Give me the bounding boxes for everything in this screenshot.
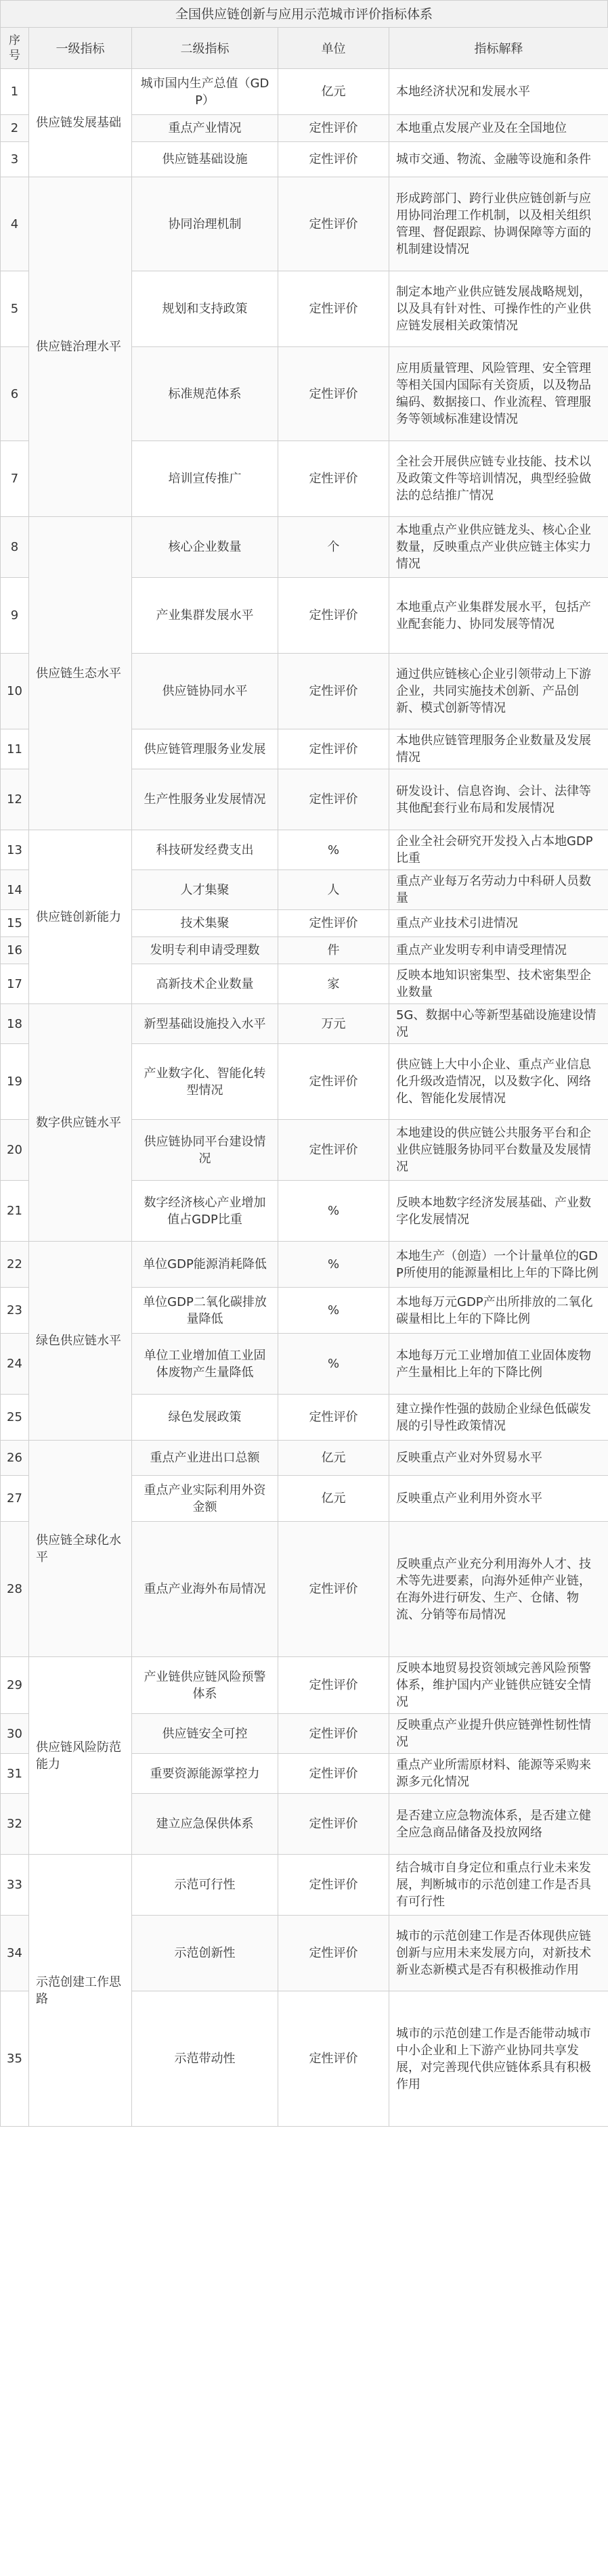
indicator-cell: 供应链协同平台建设情况 [132, 1120, 278, 1181]
description-cell: 本地每万元工业增加值工业固体废物产生量相比上年的下降比例 [389, 1334, 608, 1395]
row-number: 2 [1, 115, 29, 142]
row-number: 19 [1, 1044, 29, 1120]
unit-cell: 定性评价 [278, 1120, 389, 1181]
description-cell: 重点产业所需原材料、能源等采购来源多元化情况 [389, 1754, 608, 1794]
row-number: 20 [1, 1120, 29, 1181]
indicator-cell: 供应链管理服务业发展 [132, 729, 278, 769]
unit-cell: % [278, 1288, 389, 1334]
indicator-cell: 单位GDP能源消耗降低 [132, 1242, 278, 1288]
unit-cell: 定性评价 [278, 1657, 389, 1714]
description-cell: 反映本地数字经济发展基础、产业数字化发展情况 [389, 1181, 608, 1242]
row-number: 35 [1, 1991, 29, 2127]
unit-cell: 定性评价 [278, 769, 389, 830]
unit-cell: 定性评价 [278, 1794, 389, 1855]
unit-cell: 定性评价 [278, 1754, 389, 1794]
description-cell: 反映本地贸易投资领域完善风险预警体系，维护国内产业链供应链安全情况 [389, 1657, 608, 1714]
table-row [1, 1004, 608, 1044]
table-row [1, 1242, 608, 1288]
description-cell: 城市的示范创建工作是否体现供应链创新与应用未来发展方向，对新技术新业态新模式是否有积极推动作用 [389, 1916, 608, 1991]
unit-cell: 家 [278, 964, 389, 1004]
unit-cell: 定性评价 [278, 910, 389, 937]
description-cell: 本地重点产业供应链龙头、核心企业数量，反映重点产业供应链主体实力情况 [389, 517, 608, 578]
indicator-cell: 建立应急保供体系 [132, 1794, 278, 1855]
description-cell: 本地重点发展产业及在全国地位 [389, 115, 608, 142]
description-cell: 本地经济状况和发展水平 [389, 69, 608, 115]
description-cell: 反映重点产业充分利用海外人才、技术等先进要素，向海外延伸产业链，在海外进行研发、生产、仓储、物流、分销等布局情况 [389, 1522, 608, 1657]
row-number: 31 [1, 1754, 29, 1794]
description-cell: 本地建设的供应链公共服务平台和企业供应链服务协同平台数量及发展情况 [389, 1120, 608, 1181]
description-cell: 反映本地知识密集型、技术密集型企业数量 [389, 964, 608, 1004]
category-cell: 绿色供应链水平 [29, 1242, 132, 1441]
category-cell: 供应链风险防范能力 [29, 1657, 132, 1855]
unit-cell: 定性评价 [278, 1714, 389, 1754]
description-cell: 供应链上大中小企业、重点产业信息化升级改造情况，以及数字化、网络化、智能化发展情况 [389, 1044, 608, 1120]
row-number: 22 [1, 1242, 29, 1288]
row-number: 30 [1, 1714, 29, 1754]
indicator-cell: 标准规范体系 [132, 347, 278, 441]
description-cell: 反映重点产业提升供应链弹性韧性情况 [389, 1714, 608, 1754]
row-number: 5 [1, 271, 29, 347]
table-row [1, 1855, 608, 1916]
indicator-cell: 单位工业增加值工业固体废物产生量降低 [132, 1334, 278, 1395]
indicator-cell: 产业数字化、智能化转型情况 [132, 1044, 278, 1120]
description-cell: 形成跨部门、跨行业供应链创新与应用协同治理工作机制，以及相关组织管理、督促跟踪、协调保障等方面的机制建设情况 [389, 177, 608, 271]
description-cell: 结合城市自身定位和重点行业未来发展，判断城市的示范创建工作是否具有可行性 [389, 1855, 608, 1916]
row-number: 21 [1, 1181, 29, 1242]
description-cell: 全社会开展供应链专业技能、技术以及政策文件等培训情况，典型经验做法的总结推广情况 [389, 441, 608, 517]
row-number: 27 [1, 1476, 29, 1522]
description-cell: 企业全社会研究开发投入占本地GDP比重 [389, 830, 608, 870]
indicator-cell: 生产性服务业发展情况 [132, 769, 278, 830]
row-number: 8 [1, 517, 29, 578]
row-number: 3 [1, 142, 29, 177]
unit-cell: % [278, 1242, 389, 1288]
unit-cell: 定性评价 [278, 347, 389, 441]
unit-cell: 亿元 [278, 69, 389, 115]
table-row [1, 69, 608, 115]
row-number: 18 [1, 1004, 29, 1044]
indicator-table [0, 27, 608, 2127]
description-cell: 研发设计、信息咨询、会计、法律等其他配套行业布局和发展情况 [389, 769, 608, 830]
row-number: 13 [1, 830, 29, 870]
row-number: 4 [1, 177, 29, 271]
indicator-cell: 产业集群发展水平 [132, 578, 278, 654]
indicator-cell: 城市国内生产总值（GDP） [132, 69, 278, 115]
description-cell: 本地生产（创造）一个计量单位的GDP所使用的能源量相比上年的下降比例 [389, 1242, 608, 1288]
description-cell: 是否建立应急物流体系，是否建立健全应急商品储备及投放网络 [389, 1794, 608, 1855]
table-title: 全国供应链创新与应用示范城市评价指标体系 [0, 0, 608, 27]
indicator-cell: 重点产业进出口总额 [132, 1441, 278, 1476]
unit-cell: 定性评价 [278, 654, 389, 729]
row-number: 12 [1, 769, 29, 830]
indicator-cell: 技术集聚 [132, 910, 278, 937]
indicator-cell: 示范带动性 [132, 1991, 278, 2127]
unit-cell: 定性评价 [278, 1991, 389, 2127]
indicator-cell: 重点产业实际利用外资金额 [132, 1476, 278, 1522]
row-number: 10 [1, 654, 29, 729]
description-cell: 5G、数据中心等新型基础设施建设情况 [389, 1004, 608, 1044]
row-number: 14 [1, 870, 29, 910]
indicator-cell: 科技研发经费支出 [132, 830, 278, 870]
row-number: 28 [1, 1522, 29, 1657]
description-cell: 本地重点产业集群发展水平，包括产业配套能力、协同发展等情况 [389, 578, 608, 654]
row-number: 15 [1, 910, 29, 937]
unit-cell: 个 [278, 517, 389, 578]
description-cell: 建立操作性强的鼓励企业绿色低碳发展的引导性政策情况 [389, 1395, 608, 1441]
unit-cell: 定性评价 [278, 1916, 389, 1991]
row-number: 7 [1, 441, 29, 517]
header-level1: 一级指标 [29, 28, 132, 69]
indicator-cell: 产业链供应链风险预警体系 [132, 1657, 278, 1714]
unit-cell: 定性评价 [278, 115, 389, 142]
unit-cell: 定性评价 [278, 142, 389, 177]
table-row [1, 517, 608, 578]
row-number: 11 [1, 729, 29, 769]
row-number: 23 [1, 1288, 29, 1334]
indicator-cell: 发明专利申请受理数 [132, 937, 278, 964]
unit-cell: 定性评价 [278, 1855, 389, 1916]
description-cell: 反映重点产业利用外资水平 [389, 1476, 608, 1522]
indicator-cell: 供应链协同水平 [132, 654, 278, 729]
unit-cell: % [278, 1334, 389, 1395]
indicator-cell: 示范可行性 [132, 1855, 278, 1916]
unit-cell: % [278, 1181, 389, 1242]
indicator-cell: 重点产业情况 [132, 115, 278, 142]
category-cell: 供应链生态水平 [29, 517, 132, 830]
description-cell: 重点产业发明专利申请受理情况 [389, 937, 608, 964]
unit-cell: 定性评价 [278, 441, 389, 517]
table-row [1, 177, 608, 271]
description-cell: 重点产业每万名劳动力中科研人员数量 [389, 870, 608, 910]
description-cell: 应用质量管理、风险管理、安全管理等相关国内国际有关资质，以及物品编码、数据接口、作业流程、管理服务等领域标准建设情况 [389, 347, 608, 441]
indicator-cell: 高新技术企业数量 [132, 964, 278, 1004]
unit-cell: 定性评价 [278, 1395, 389, 1441]
indicator-cell: 供应链基础设施 [132, 142, 278, 177]
indicator-cell: 培训宣传推广 [132, 441, 278, 517]
row-number: 29 [1, 1657, 29, 1714]
description-cell: 重点产业技术引进情况 [389, 910, 608, 937]
description-cell: 反映重点产业对外贸易水平 [389, 1441, 608, 1476]
unit-cell: 件 [278, 937, 389, 964]
row-number: 25 [1, 1395, 29, 1441]
row-number: 26 [1, 1441, 29, 1476]
unit-cell: 人 [278, 870, 389, 910]
row-number: 24 [1, 1334, 29, 1395]
row-number: 1 [1, 69, 29, 115]
indicator-cell: 单位GDP二氧化碳排放量降低 [132, 1288, 278, 1334]
table-row [1, 830, 608, 870]
row-number: 16 [1, 937, 29, 964]
row-number: 32 [1, 1794, 29, 1855]
unit-cell: 亿元 [278, 1476, 389, 1522]
unit-cell: 万元 [278, 1004, 389, 1044]
row-number: 6 [1, 347, 29, 441]
indicator-cell: 人才集聚 [132, 870, 278, 910]
description-cell: 城市交通、物流、金融等设施和条件 [389, 142, 608, 177]
indicator-cell: 重要资源能源掌控力 [132, 1754, 278, 1794]
header-seq: 序号 [1, 28, 29, 69]
row-number: 17 [1, 964, 29, 1004]
table-body [1, 69, 608, 2127]
indicator-cell: 新型基础设施投入水平 [132, 1004, 278, 1044]
table-header-row [1, 28, 608, 69]
category-cell: 供应链全球化水平 [29, 1441, 132, 1657]
category-cell: 供应链创新能力 [29, 830, 132, 1004]
indicator-cell: 供应链安全可控 [132, 1714, 278, 1754]
indicator-cell: 规划和支持政策 [132, 271, 278, 347]
header-level2: 二级指标 [132, 28, 278, 69]
unit-cell: % [278, 830, 389, 870]
unit-cell: 定性评价 [278, 271, 389, 347]
row-number: 34 [1, 1916, 29, 1991]
indicator-cell: 数字经济核心产业增加值占GDP比重 [132, 1181, 278, 1242]
indicator-cell: 协同治理机制 [132, 177, 278, 271]
description-cell: 本地每万元GDP产出所排放的二氧化碳量相比上年的下降比例 [389, 1288, 608, 1334]
table-row [1, 1441, 608, 1476]
unit-cell: 定性评价 [278, 578, 389, 654]
header-unit: 单位 [278, 28, 389, 69]
category-cell: 数字供应链水平 [29, 1004, 132, 1242]
unit-cell: 定性评价 [278, 1044, 389, 1120]
indicator-cell: 核心企业数量 [132, 517, 278, 578]
category-cell: 供应链发展基础 [29, 69, 132, 177]
description-cell: 通过供应链核心企业引领带动上下游企业，共同实施技术创新、产品创新、模式创新等情况 [389, 654, 608, 729]
indicator-cell: 重点产业海外布局情况 [132, 1522, 278, 1657]
header-explain: 指标解释 [389, 28, 608, 69]
category-cell: 供应链治理水平 [29, 177, 132, 517]
row-number: 33 [1, 1855, 29, 1916]
unit-cell: 定性评价 [278, 1522, 389, 1657]
unit-cell: 定性评价 [278, 729, 389, 769]
table-row [1, 1657, 608, 1714]
indicator-cell: 绿色发展政策 [132, 1395, 278, 1441]
description-cell: 城市的示范创建工作是否能带动城市中小企业和上下游产业协同共享发展，对完善现代供应链体系具有积极作用 [389, 1991, 608, 2127]
description-cell: 制定本地产业供应链发展战略规划，以及具有针对性、可操作性的产业供应链发展相关政策情况 [389, 271, 608, 347]
row-number: 9 [1, 578, 29, 654]
description-cell: 本地供应链管理服务企业数量及发展情况 [389, 729, 608, 769]
unit-cell: 定性评价 [278, 177, 389, 271]
indicator-cell: 示范创新性 [132, 1916, 278, 1991]
unit-cell: 亿元 [278, 1441, 389, 1476]
category-cell: 示范创建工作思路 [29, 1855, 132, 2127]
